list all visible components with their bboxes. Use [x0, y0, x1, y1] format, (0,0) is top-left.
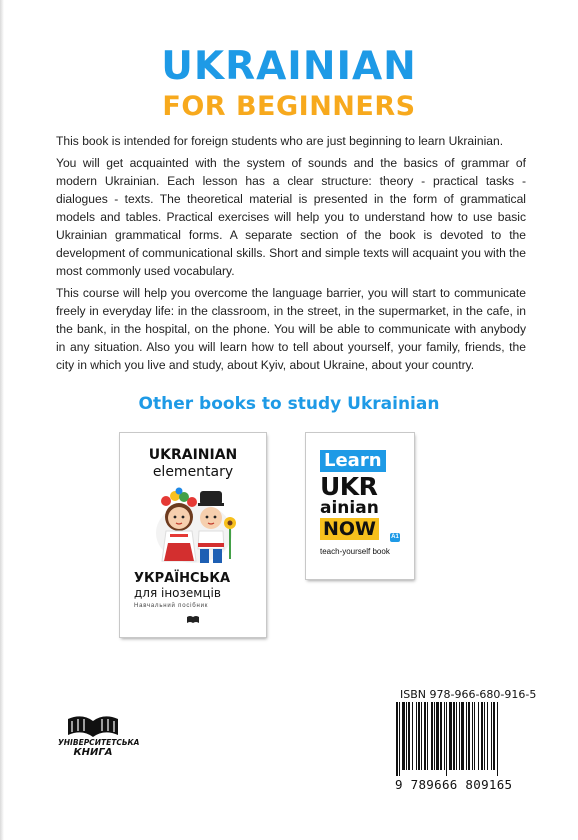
children-in-folk-costume-illustration — [148, 487, 240, 567]
barcode-bar — [449, 702, 452, 770]
barcode-bar — [416, 702, 417, 770]
barcode-bar — [424, 702, 426, 770]
barcode-bar — [493, 702, 495, 770]
book1-ukrainian-title: УКРАЇНСЬКА — [134, 571, 231, 586]
barcode-bar — [446, 702, 447, 776]
book1-subtitle: elementary — [152, 464, 234, 480]
barcode-bar — [434, 702, 435, 770]
barcode-bar — [453, 702, 455, 770]
barcode-bar — [491, 702, 492, 770]
publisher-name-line2: КНИГА — [73, 747, 113, 758]
description-paragraph-1: This book is intended for foreign students who are just beginning to learn Ukrainian. — [56, 134, 504, 148]
barcode-bar — [497, 702, 498, 776]
book2-level-badge: A1 — [391, 534, 399, 540]
barcode-bar — [421, 702, 422, 770]
barcode-bar — [412, 702, 413, 770]
book2-ukr-label: UKR — [320, 472, 378, 501]
barcode-bar — [444, 702, 445, 770]
barcode-bar — [408, 702, 410, 770]
barcode-bar — [406, 702, 407, 770]
barcode-bar — [466, 702, 467, 770]
book1-ukrainian-subtitle: для іноземців — [134, 586, 221, 600]
barcode-bar — [461, 702, 464, 770]
barcode-bar — [399, 702, 400, 776]
barcode-bar — [418, 702, 420, 770]
barcode-digits: 9 789666 809165 — [395, 777, 513, 792]
description-paragraph-2: You will get acquainted with the system of sounds and the basics of grammar of modern Ukrainian. Each lesson has a clear structure: theory - practical tasks - dialogues - texts. The theoretical material is presented in the form of grammatical models and tables. Practical exercises will help you to understand how to use basic Ukrainian grammatical forms. A separate section of the book is devoted to the development of communicational skills. Short and simple texts will acquaint you with the most commonly used vocabulary. — [56, 156, 526, 278]
barcode-bar — [478, 702, 479, 770]
book2-tagline: teach-yourself book — [320, 547, 390, 556]
barcode-bar — [440, 702, 442, 770]
barcode-bar — [431, 702, 433, 770]
description-text — [56, 132, 526, 378]
barcode-bar — [396, 702, 398, 776]
barcode-bar — [436, 702, 439, 770]
barcode-bar — [459, 702, 460, 770]
barcode-bar — [474, 702, 475, 770]
barcode-bar — [427, 702, 428, 770]
description-paragraph-3: This course will help you overcome the language barrier, you will start to communicate freely in everyday life: in the classroom, in the street, in the supermarket, in the cafe, in the bank, in the hospital, on the phone. You will be able to communicate with anybody in any situation. Also you will learn how to tell about yourself, your family, friends, the city in which you live and study, about Kyiv, about Ukraine, about your country. — [56, 286, 526, 372]
book-cover-ukrainian-elementary — [120, 433, 266, 637]
cover-subtitle: FOR BEGINNERS — [162, 91, 416, 122]
book2-now-label: NOW — [320, 518, 379, 540]
book2-ainian-label: ainian — [320, 498, 379, 518]
barcode-bar — [468, 702, 470, 770]
publisher-name-line1: УНІВЕРСИТЕТСЬКА — [58, 738, 140, 747]
publisher-name — [58, 738, 140, 758]
barcode-bar — [456, 702, 457, 770]
barcode-bar — [487, 702, 488, 770]
book-logo-icon — [186, 615, 200, 625]
page-edge-shadow — [0, 0, 4, 840]
other-books-heading: Other books to study Ukrainian — [138, 394, 440, 414]
book2-learn-label: Learn — [320, 450, 386, 472]
isbn-label: ISBN 978-966-680-916-5 — [400, 688, 537, 701]
barcode — [394, 702, 536, 776]
cover-title: UKRAINIAN — [161, 44, 417, 89]
barcode-bar — [484, 702, 485, 770]
book-cover-learn-ukrainian-now — [306, 433, 414, 579]
book1-title: UKRAINIAN — [148, 447, 238, 463]
barcode-bar — [472, 702, 473, 770]
book1-caption: Навчальний посібник — [134, 603, 209, 609]
barcode-bar — [481, 702, 483, 770]
barcode-bar — [402, 702, 405, 770]
